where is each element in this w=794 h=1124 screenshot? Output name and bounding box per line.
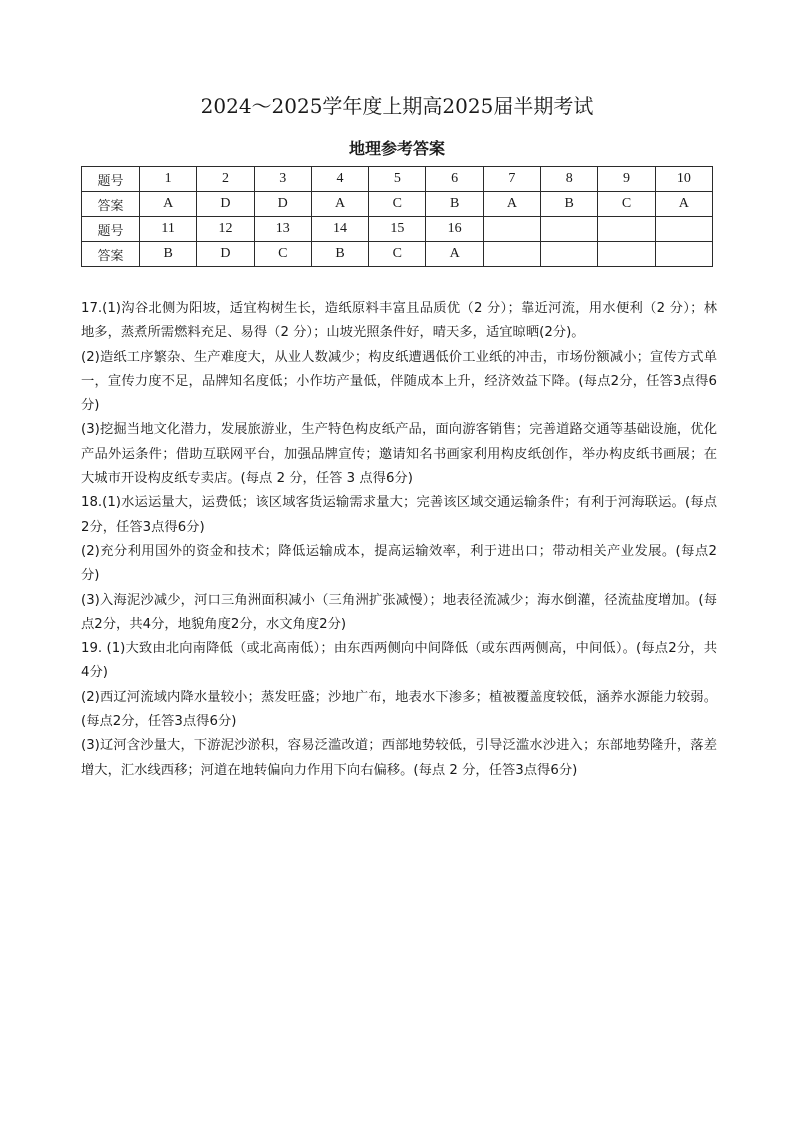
row-label: 答案 bbox=[82, 192, 140, 217]
table-cell: 14 bbox=[311, 217, 368, 242]
table-cell: C bbox=[369, 192, 426, 217]
table-row bbox=[82, 242, 713, 267]
answer-key-table bbox=[81, 166, 713, 267]
table-cell: 15 bbox=[369, 217, 426, 242]
row-label: 题号 bbox=[82, 167, 140, 192]
document-subtitle: 地理参考答案 bbox=[348, 139, 445, 158]
table-cell: 13 bbox=[254, 217, 311, 242]
table-cell: 12 bbox=[197, 217, 254, 242]
answer-19-2: (2)西辽河流域内降水量较小；蒸发旺盛；沙地广布，地表水下渗多；植被覆盖度较低，涵养水源能力较弱。(每点2分，任答3点得6分) bbox=[81, 689, 717, 730]
table-cell: D bbox=[197, 242, 254, 267]
table-cell: 6 bbox=[426, 167, 483, 192]
table-cell: B bbox=[541, 192, 598, 217]
answer-18-1: 18.(1)水运运量大，运费低；该区域客货运输需求量大；完善该区域交通运输条件；有利于河海联运。(每点2分，任答3点得6分) bbox=[81, 495, 717, 535]
table-cell: C bbox=[598, 192, 655, 217]
answer-19-3: (3)辽河含沙量大，下游泥沙淤积，容易泛滥改道；西部地势较低，引导泛滥水沙进入；东部地势隆升，落差增大，汇水线西移；河道在地转偏向力作用下向右偏移。(每点 2 分，任答3点得6分) bbox=[81, 738, 717, 778]
table-cell: A bbox=[140, 192, 197, 217]
answer-19-1: 19. (1)大致由北向南降低（或北高南低）；由东西两侧向中间降低（或东西两侧高，中间低）。(每点2分，共4分) bbox=[81, 641, 717, 681]
table-cell: B bbox=[311, 242, 368, 267]
table-cell: 2 bbox=[197, 167, 254, 192]
table-cell bbox=[483, 242, 540, 267]
answer-17-2: (2)造纸工序繁杂、生产难度大，从业人数减少；构皮纸遭遇低价工业纸的冲击，市场份额减小；宣传方式单一，宣传力度不足，品牌知名度低；小作坊产量低，伴随成本上升，经济效益下降。(每点2分，任答3点得6分) bbox=[81, 349, 717, 414]
answer-explanations bbox=[81, 297, 717, 783]
table-cell: 5 bbox=[369, 167, 426, 192]
table-cell bbox=[541, 242, 598, 267]
row-label: 答案 bbox=[82, 242, 140, 267]
table-cell: A bbox=[655, 192, 712, 217]
table-cell: 10 bbox=[655, 167, 712, 192]
table-cell: 4 bbox=[311, 167, 368, 192]
table-row bbox=[82, 167, 713, 192]
table-cell bbox=[483, 217, 540, 242]
table-cell bbox=[655, 217, 712, 242]
table-cell: 7 bbox=[483, 167, 540, 192]
table-cell: 9 bbox=[598, 167, 655, 192]
table-cell: C bbox=[254, 242, 311, 267]
document-title: 2024～2025学年度上期高2025届半期考试 bbox=[200, 94, 594, 118]
table-cell: B bbox=[426, 192, 483, 217]
table-cell: C bbox=[369, 242, 426, 267]
table-cell: 1 bbox=[140, 167, 197, 192]
row-label: 题号 bbox=[82, 217, 140, 242]
table-cell: 11 bbox=[140, 217, 197, 242]
table-cell bbox=[598, 217, 655, 242]
answer-17-1: 17.(1)沟谷北侧为阳坡，适宜构树生长，造纸原料丰富且品质优（2 分）；靠近河流，用水便利（2 分）；林地多，蒸煮所需燃料充足、易得（2 分）；山坡光照条件好，晴天多，适宜晾晒(2分)。 bbox=[81, 301, 717, 341]
table-cell: A bbox=[426, 242, 483, 267]
table-row bbox=[82, 217, 713, 242]
answer-17-3: (3)挖掘当地文化潜力，发展旅游业，生产特色构皮纸产品，面向游客销售；完善道路交通等基础设施，优化产品外运条件；借助互联网平台，加强品牌宣传；邀请知名书画家利用构皮纸创作，举办构皮纸书画展；在大城市开设构皮纸专卖店。(每点 2 分，任答 3 点得6分) bbox=[81, 422, 717, 487]
table-row bbox=[82, 192, 713, 217]
table-cell: A bbox=[311, 192, 368, 217]
table-cell: B bbox=[140, 242, 197, 267]
table-cell bbox=[598, 242, 655, 267]
table-cell: 8 bbox=[541, 167, 598, 192]
table-cell bbox=[655, 242, 712, 267]
answer-18-3: (3)入海泥沙减少，河口三角洲面积减小（三角洲扩张减慢）；地表径流减少；海水倒灌，径流盐度增加。(每点2分，共4分，地貌角度2分，水文角度2分) bbox=[81, 592, 717, 632]
table-cell: 16 bbox=[426, 217, 483, 242]
answer-18-2: (2)充分利用国外的资金和技术；降低运输成本，提高运输效率，利于进出口；带动相关产业发展。(每点2分) bbox=[81, 543, 717, 584]
table-cell: A bbox=[483, 192, 540, 217]
table-cell: 3 bbox=[254, 167, 311, 192]
table-cell: D bbox=[197, 192, 254, 217]
table-cell: D bbox=[254, 192, 311, 217]
table-cell bbox=[541, 217, 598, 242]
